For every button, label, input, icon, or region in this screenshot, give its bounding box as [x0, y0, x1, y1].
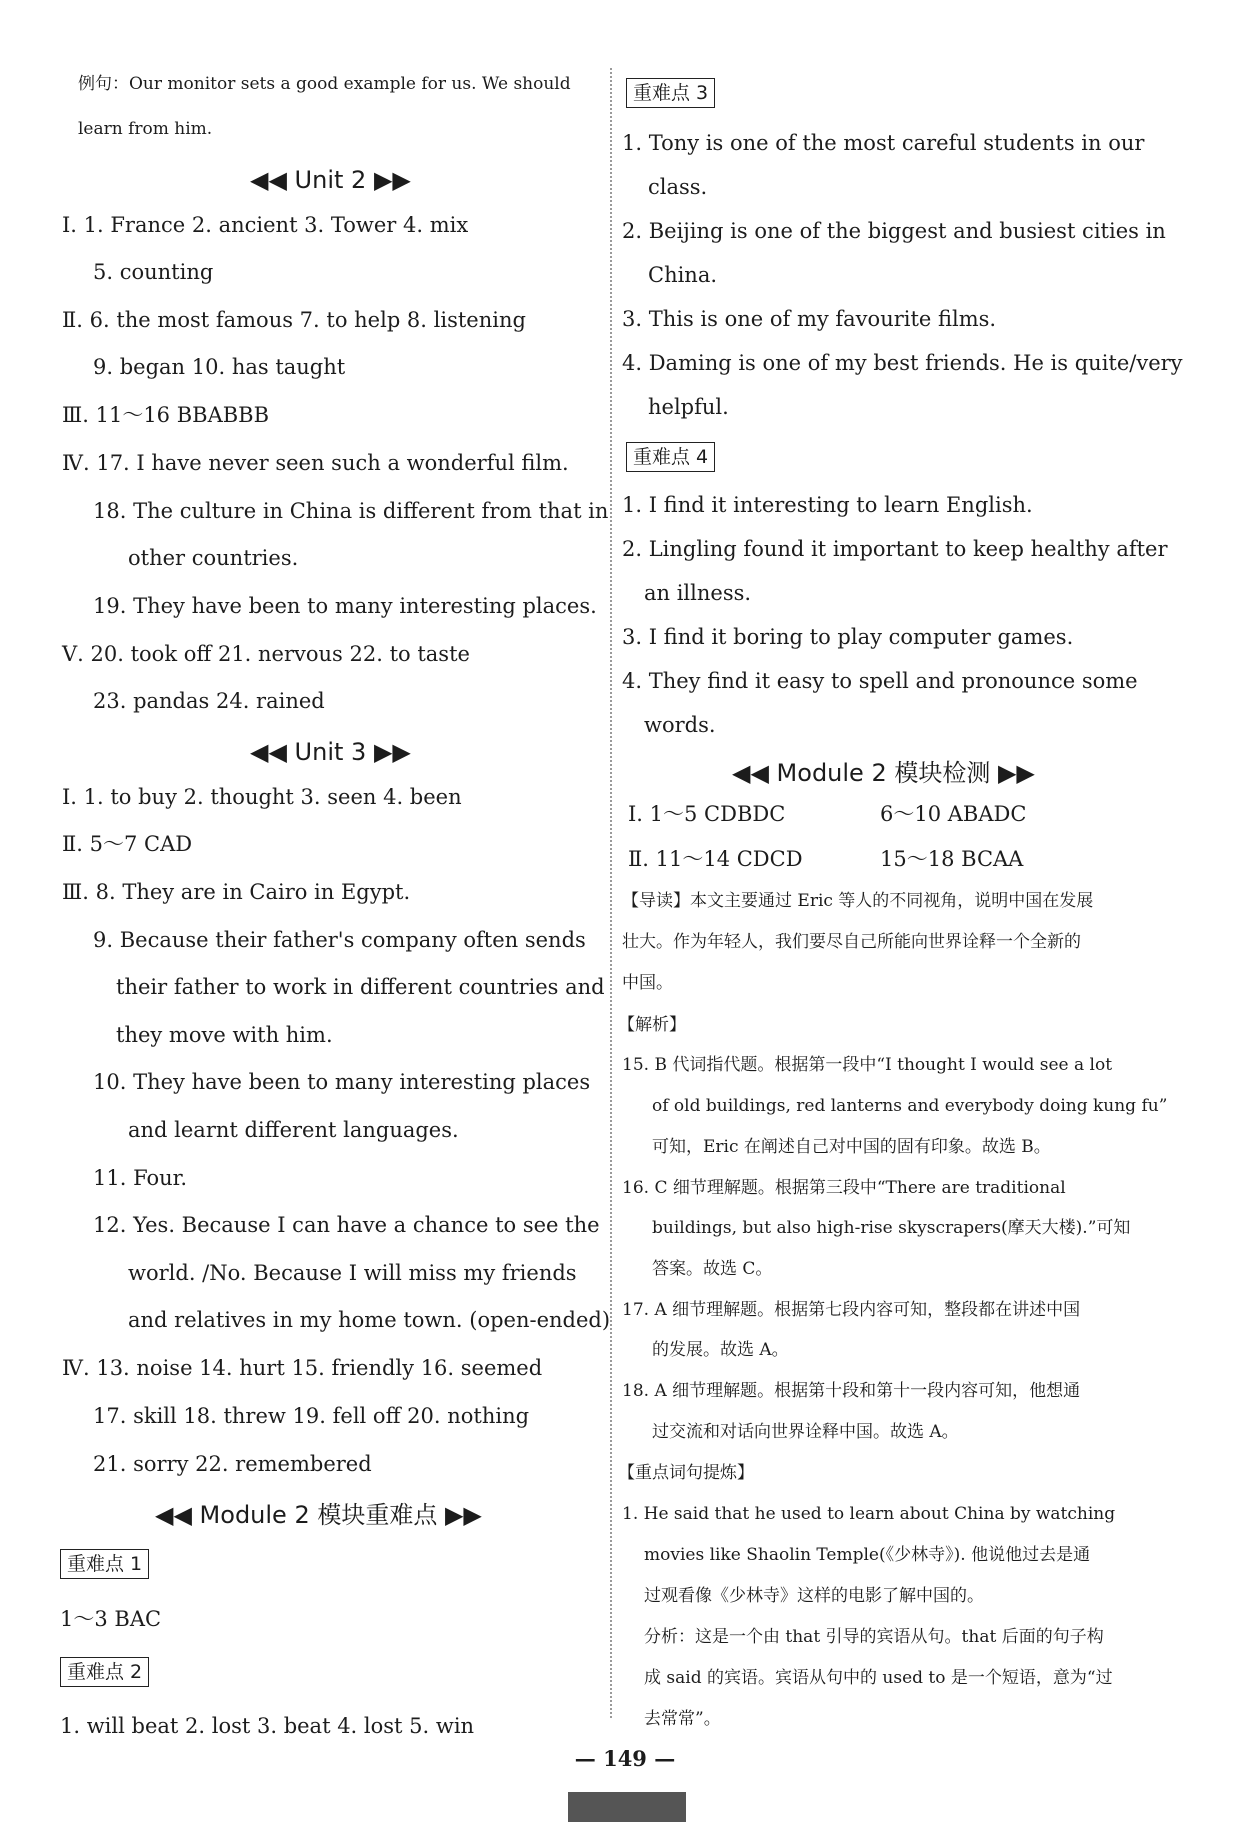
analysis-line: 16. C 细节理解题。根据第三段中“There are traditional — [622, 1178, 1066, 1198]
answer-line: 1～3 BAC — [60, 1607, 162, 1631]
answer-line: 19. They have been to many interesting places. — [93, 594, 597, 618]
answer-line: 1. Tony is one of the most careful students in our — [622, 131, 1145, 155]
answer-line: 15～18 BCAA — [880, 847, 1024, 871]
unit2-heading: ◀◀ Unit 2 ▶▶ — [250, 166, 411, 194]
column-divider — [610, 68, 612, 1718]
analysis-line: of old buildings, red lanterns and everybody doing kung fu” — [652, 1096, 1168, 1116]
answer-line: other countries. — [128, 546, 299, 570]
keyword-line: 1. He said that he used to learn about China by watching — [622, 1504, 1116, 1524]
guide-line: 中国。 — [622, 973, 673, 993]
answer-line: Ⅱ. 11～14 CDCD — [628, 847, 803, 871]
answer-line: world. /No. Because I will miss my friends — [128, 1261, 577, 1285]
answer-line: words. — [644, 713, 716, 737]
footer-bar — [568, 1792, 686, 1822]
keyword-line: movies like Shaolin Temple(《少林寺》). 他说他过去是通 — [644, 1545, 1091, 1565]
module2-key-heading-text: Module 2 模块重难点 — [199, 1501, 438, 1529]
page-number: — 149 — — [574, 1746, 676, 1771]
answer-line: and learnt different languages. — [128, 1118, 459, 1142]
analysis-line: 过交流和对话向世界诠释中国。故选 A。 — [652, 1422, 959, 1442]
keyword-label: 【重点词句提炼】 — [618, 1463, 754, 1483]
answer-line: Ⅱ. 6. the most famous 7. to help 8. listening — [62, 308, 526, 332]
answer-line: 4. They find it easy to spell and pronounce some — [622, 669, 1138, 693]
unit3-heading: ◀◀ Unit 3 ▶▶ — [250, 738, 411, 766]
key-point-box-4: 重难点 4 — [626, 442, 715, 472]
key-point-box-3: 重难点 3 — [626, 78, 715, 108]
answer-line: 18. The culture in China is different from that in — [93, 499, 609, 523]
example-sentence-line1: 例句：Our monitor sets a good example for us. We should — [78, 74, 571, 94]
answer-line: Ⅲ. 8. They are in Cairo in Egypt. — [62, 880, 411, 904]
keyword-line: 成 said 的宾语。宾语从句中的 used to 是一个短语，意为“过 — [644, 1668, 1113, 1688]
example-sentence-line2: learn from him. — [78, 119, 213, 139]
answer-line: their father to work in different countries and — [116, 975, 605, 999]
answer-line: 10. They have been to many interesting places — [93, 1070, 591, 1094]
answer-line: 17. skill 18. threw 19. fell off 20. nothing — [93, 1404, 530, 1428]
answer-line: 11. Four. — [93, 1166, 188, 1190]
answer-line: 5. counting — [93, 260, 214, 284]
analysis-line: 18. A 细节理解题。根据第十段和第十一段内容可知，他想通 — [622, 1381, 1081, 1401]
answer-line: 21. sorry 22. remembered — [93, 1452, 372, 1476]
key-point-box-1: 重难点 1 — [60, 1549, 149, 1579]
answer-line: Ⅲ. 11～16 BBABBB — [62, 403, 270, 427]
answer-line: 2. Beijing is one of the biggest and busiest cities in — [622, 219, 1166, 243]
analysis-line: 15. B 代词指代题。根据第一段中“I thought I would see a lot — [622, 1055, 1113, 1075]
answer-line: and relatives in my home town. (open-ended) — [128, 1308, 611, 1332]
analysis-line: 答案。故选 C。 — [652, 1259, 773, 1279]
answer-line: 12. Yes. Because I can have a chance to see the — [93, 1213, 600, 1237]
answer-line: Ⅰ. 1. France 2. ancient 3. Tower 4. mix — [62, 213, 469, 237]
analysis-line: 可知，Eric 在阐述自己对中国的固有印象。故选 B。 — [652, 1137, 1051, 1157]
key-point-box-2: 重难点 2 — [60, 1657, 149, 1687]
module2-test-heading-text: Module 2 模块检测 — [776, 759, 991, 787]
keyword-line: 分析：这是一个由 that 引导的宾语从句。that 后面的句子构 — [644, 1627, 1104, 1647]
answer-line: 1. will beat 2. lost 3. beat 4. lost 5. win — [60, 1714, 475, 1738]
answer-line: 3. I find it boring to play computer games. — [622, 625, 1074, 649]
answer-line: 23. pandas 24. rained — [93, 689, 325, 713]
answer-line: 3. This is one of my favourite films. — [622, 307, 997, 331]
guide-line: 壮大。作为年轻人，我们要尽自己所能向世界诠释一个全新的 — [622, 932, 1081, 952]
answer-line: 9. began 10. has taught — [93, 355, 346, 379]
answer-line: 6～10 ABADC — [880, 802, 1027, 826]
answer-line: Ⅰ. 1. to buy 2. thought 3. seen 4. been — [62, 785, 462, 809]
answer-line: they move with him. — [116, 1023, 333, 1047]
answer-line: 9. Because their father's company often sends — [93, 928, 586, 952]
unit3-heading-text: Unit 3 — [294, 738, 367, 766]
answer-line: 2. Lingling found it important to keep healthy after — [622, 537, 1168, 561]
analysis-line: buildings, but also high-rise skyscrapers(摩天大楼).”可知 — [652, 1218, 1131, 1238]
answer-line: China. — [648, 263, 718, 287]
answer-line: Ⅱ. 5～7 CAD — [62, 832, 193, 856]
answer-line: 4. Daming is one of my best friends. He is quite/very — [622, 351, 1183, 375]
analysis-label: 【解析】 — [618, 1015, 686, 1035]
answer-line: class. — [648, 175, 708, 199]
answer-line: an illness. — [644, 581, 752, 605]
guide-line: 【导读】本文主要通过 Eric 等人的不同视角，说明中国在发展 — [622, 891, 1094, 911]
answer-line: helpful. — [648, 395, 729, 419]
unit2-heading-text: Unit 2 — [294, 166, 367, 194]
answer-line: Ⅰ. 1～5 CDBDC — [628, 802, 786, 826]
answer-line: Ⅳ. 13. noise 14. hurt 15. friendly 16. seemed — [62, 1356, 543, 1380]
answer-line: Ⅴ. 20. took off 21. nervous 22. to taste — [62, 642, 470, 666]
answer-line: 1. I find it interesting to learn English. — [622, 493, 1033, 517]
keyword-line: 去常常”。 — [644, 1709, 721, 1729]
answer-line: Ⅳ. 17. I have never seen such a wonderful film. — [62, 451, 569, 475]
module2-test-heading: ◀◀ Module 2 模块检测 ▶▶ — [732, 759, 1035, 787]
keyword-line: 过观看像《少林寺》这样的电影了解中国的。 — [644, 1586, 984, 1606]
analysis-line: 17. A 细节理解题。根据第七段内容可知，整段都在讲述中国 — [622, 1300, 1081, 1320]
module2-key-heading: ◀◀ Module 2 模块重难点 ▶▶ — [155, 1501, 482, 1529]
analysis-line: 的发展。故选 A。 — [652, 1340, 789, 1360]
